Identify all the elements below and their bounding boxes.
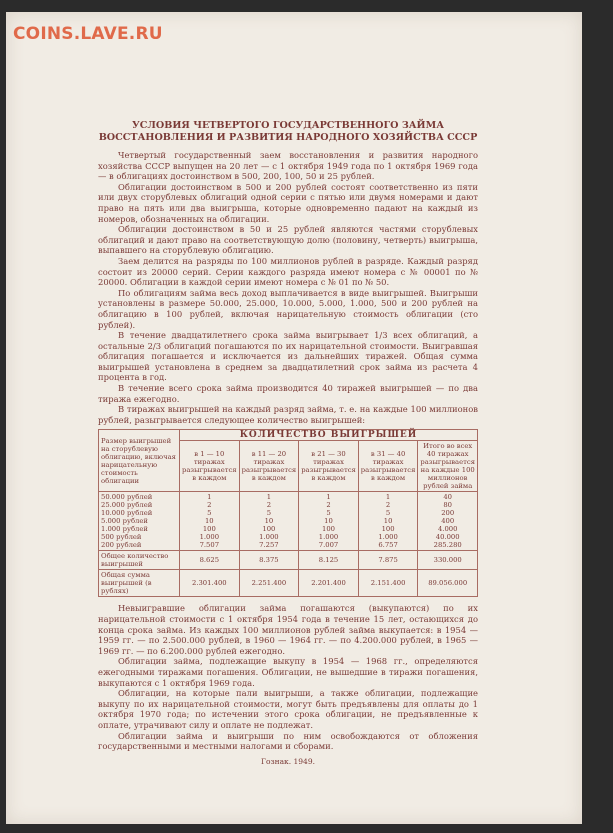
cell: 8.375: [239, 551, 299, 570]
prize-value: 1.000 рублей: [101, 525, 148, 534]
paragraph: Четвертый государственный заем восстановления и развития народного хозяйства СССР выпущен на 20 лет — с 1 октября 1949 года по 1 октября 1969 года — в облигациях достоинством в 500, 200, 100, 50 и 25 рублей.: [98, 150, 478, 182]
paragraph: В течение двадцатилетнего срока займа выигрывает 1/3 всех облигаций, а остальные 2/3 облигаций погашаются по их нарицательной стоимости. Выигравшая облигация погашается и исключается из дальнейших тиражей. Общая сумма выигрышей установлена в среднем за двадцатилетний срок займа из расчета 4 процента в год.: [98, 330, 478, 383]
cell: 1.000: [199, 533, 220, 542]
total-sum-label: Общая сумма выигрышей (в рублях): [99, 570, 180, 597]
cell: 7.007: [318, 541, 339, 550]
document-title: [98, 120, 478, 144]
prize-value: 25.000 рублей: [101, 501, 153, 510]
paragraph: Облигации займа, подлежащие выкупу в 1954 — 1968 гг., определяются ежегодными тиражами погашения. Облигации, не вышедшие в тиражи погашения, выкупаются с 1 октября 1969 года.: [98, 656, 478, 688]
paragraph: Невыигравшие облигации займа погашаются (выкупаются) по их нарицательной стоимости с 1 октября 1954 года в течение 15 лет, остающихся до конца срока займа. Из каждых 100 миллионов рублей займа выкупается: в 1954 — 1959 гг. — по 2.500.000 рублей, в 1960 — 1964 гг. — по 4.200.000 рублей, в 1965 — 1969 гг. — по 6.200.000 рублей ежегодно.: [98, 603, 478, 656]
cell: 2: [266, 501, 272, 510]
cell: 200: [441, 509, 455, 518]
prize-value: 50.000 рублей: [101, 493, 153, 502]
cell: 285.280: [433, 541, 462, 550]
draw-column-2: [239, 492, 299, 551]
paragraph: Облигации, на которые пали выигрыши, а также облигации, подлежащие выкупу по их нарицательной стоимости, могут быть предъявлены для оплаты до 1 октября 1970 года; по истечении этого срока облигации, не предъявленные к оплате, утрачивают силу и оплате не подлежат.: [98, 688, 478, 730]
paragraph: Заем делится на разряды по 100 миллионов рублей в разряде. Каждый разряд состоит из 20000 серий. Серии каждого разряда имеют номера с № 00001 по № 20000. Облигации в каждой серии имеют номера с № 01 по № 50.: [98, 255, 478, 288]
paragraph: Облигации достоинством в 50 и 25 рублей являются частями сторублевых облигаций и дают право на соответствующую долю (половину, четверть) выигрыша, выпавшего на сторублевую облигацию.: [98, 224, 478, 256]
title-line-2: ВОССТАНОВЛЕНИЯ И РАЗВИТИЯ НАРОДНОГО ХОЗЯЙСТВА СССР: [98, 132, 478, 143]
cell: 1.000: [318, 533, 339, 542]
printer-imprint: Гознак. 1949.: [261, 756, 315, 766]
cell: 6.757: [378, 541, 398, 550]
cell: 10: [264, 517, 274, 526]
prize-value: 200 рублей: [101, 541, 142, 550]
table-col-header: в 1 — 10 тиражах разыгрывается в каждом: [180, 441, 240, 492]
prize-table: [98, 429, 478, 597]
cell: 40: [443, 493, 453, 502]
cell: 100: [202, 525, 216, 534]
draw-column-3: [299, 492, 359, 551]
paragraph: По облигациям займа весь доход выплачивается в виде выигрышей. Выигрыши установлены в размере 50.000, 25.000, 10.000, 5.000, 1.000, 500 и 200 рублей на облигацию в 100 рублей, включая нарицательную стоимость облигации (сто рублей).: [98, 287, 478, 330]
cell: 100: [322, 525, 335, 534]
prize-value: 5.000 рублей: [101, 517, 148, 526]
cell: 2.151.400: [358, 570, 418, 597]
cell: 8.125: [299, 551, 359, 570]
table-col-header: в 11 — 20 тиражах разыгрывается в каждом: [239, 441, 299, 492]
cell: 5: [385, 509, 391, 518]
draw-column-4: [358, 492, 418, 551]
document-body: [98, 120, 478, 766]
cell: 2: [385, 501, 391, 510]
cell: 89.056.000: [418, 570, 478, 597]
draw-column-total: [418, 492, 478, 551]
cell: 5: [207, 509, 212, 518]
cell: 1.000: [378, 533, 398, 542]
prize-value: 500 рублей: [101, 533, 142, 542]
prize-list: [99, 492, 180, 551]
cell: 2: [326, 501, 331, 510]
title-line-1: УСЛОВИЯ ЧЕТВЕРТОГО ГОСУДАРСТВЕННОГО ЗАЙМА: [131, 120, 445, 131]
cell: 2.301.400: [180, 570, 240, 597]
cell: 1.000: [259, 533, 279, 542]
cell: 80: [443, 501, 453, 510]
paragraph: Облигации достоинством в 500 и 200 рублей состоят соответственно из пяти или двух сторублевых облигаций одной серии с пятью или двумя номерами и дают право на пять или два выигрыша, которые одновременно падают на каждый из номеров, обозначенных на облигации.: [98, 181, 478, 224]
cell: 5: [266, 509, 272, 518]
cell: 1: [266, 493, 272, 502]
cell: 7.257: [259, 541, 279, 550]
table-left-header: Размер выигрышей на сторублевую облигацию, включая нарицательную стоимость облигации: [99, 430, 180, 492]
cell: 100: [262, 525, 276, 534]
table-row: [99, 570, 478, 597]
cell: 4.000: [437, 525, 458, 534]
paragraph: В течение всего срока займа производится 40 тиражей выигрышей — по два тиража ежегодно.: [98, 383, 478, 404]
table-col-header: в 31 — 40 тиражах разыгрывается в каждом: [358, 441, 418, 492]
total-count-label: Общее количество выигрышей: [99, 551, 180, 570]
cell: 1: [207, 493, 212, 502]
cell: 7.875: [358, 551, 418, 570]
table-row: [99, 492, 478, 551]
cell: 8.625: [180, 551, 240, 570]
cell: 7.507: [199, 541, 220, 550]
draw-column-1: [180, 492, 240, 551]
cell: 330.000: [418, 551, 478, 570]
table-col-header: Итого во всех 40 тиражах разыгрывается на каждые 100 миллионов рублей займа: [418, 441, 478, 492]
watermark-text: COINS.LAVE.RU: [13, 24, 163, 44]
cell: 10: [324, 517, 333, 526]
table-row: [99, 551, 478, 570]
prize-value: 10.000 рублей: [101, 509, 153, 518]
cell: 2.201.400: [299, 570, 359, 597]
cell: 10: [383, 517, 393, 526]
cell: 5: [326, 509, 331, 518]
paragraph: В тиражах выигрышей на каждый разряд займа, т. е. на каждые 100 миллионов рублей, разыгрывается следующее количество выигрышей:: [98, 404, 478, 425]
cell: 2.251.400: [239, 570, 299, 597]
cell: 100: [381, 525, 395, 534]
cell: 2: [207, 501, 212, 510]
cell: 400: [441, 517, 455, 526]
cell: 1: [385, 493, 391, 502]
table-col-header: в 21 — 30 тиражах разыгрывается в каждом: [299, 441, 359, 492]
cell: 1: [326, 493, 331, 502]
table-kolichestvo-header: КОЛИЧЕСТВО ВЫИГРЫШЕЙ: [180, 430, 478, 441]
paragraph: Облигации займа и выигрыши по ним освобождаются от обложения государственными и местными налогами и сборами.: [98, 730, 478, 752]
cell: 40.000: [435, 533, 460, 542]
cell: 10: [204, 517, 214, 526]
